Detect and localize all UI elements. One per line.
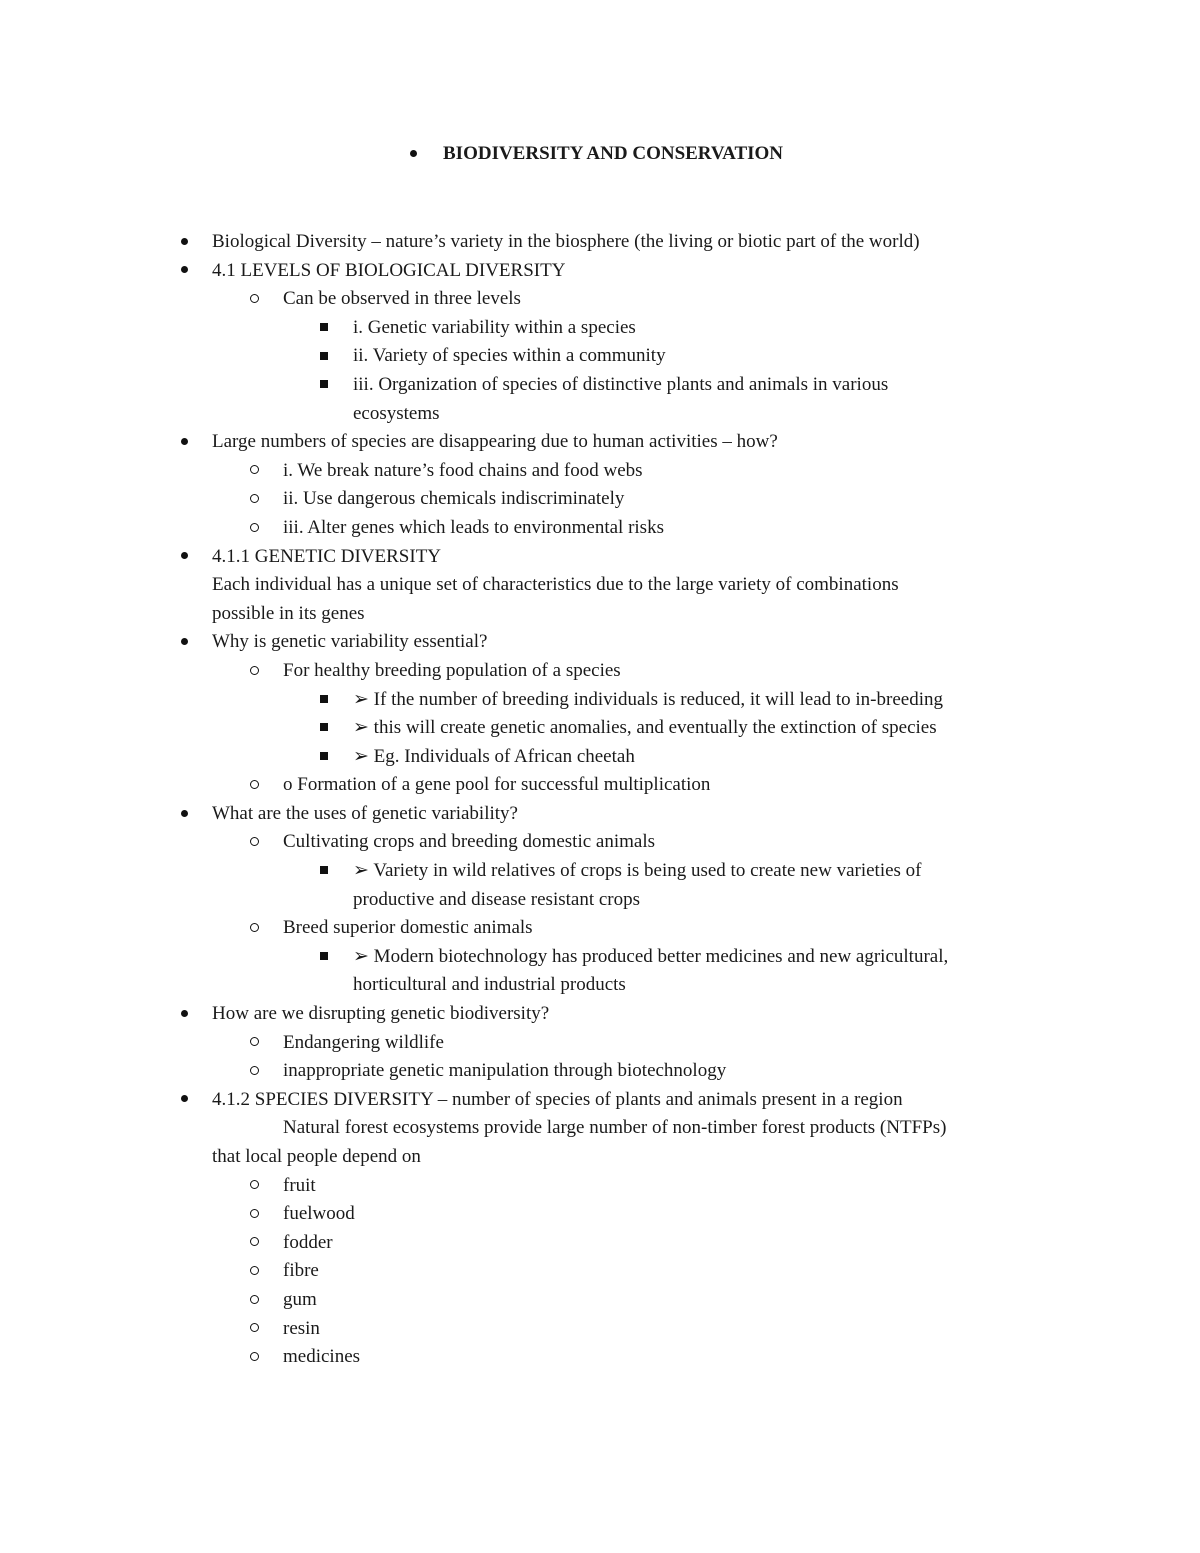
bullet-circle-icon <box>244 1286 264 1315</box>
bullet-dot-icon <box>174 257 194 286</box>
outline-line <box>0 257 1200 286</box>
bullet-dot-icon <box>174 428 194 457</box>
outline-line <box>0 886 1200 915</box>
outline-line <box>0 1315 1200 1344</box>
title-bullet-icon <box>410 142 434 166</box>
outline-text: ➢ If the number of breeding individuals is reduced, it will lead to in-breeding <box>353 688 943 710</box>
outline-line <box>0 657 1200 686</box>
bullet-circle-icon <box>244 657 264 686</box>
outline-line <box>0 571 1200 600</box>
outline-line <box>0 743 1200 772</box>
outline-line <box>0 686 1200 715</box>
outline-line <box>0 1286 1200 1315</box>
outline-text: ii. Variety of species within a community <box>353 345 666 367</box>
outline-text: Why is genetic variability essential? <box>212 631 488 653</box>
outline-line <box>0 600 1200 629</box>
outline-text: inappropriate genetic manipulation through biotechnology <box>283 1060 727 1082</box>
bullet-square-icon <box>314 342 334 371</box>
outline-line <box>0 371 1200 400</box>
outline-line <box>0 800 1200 829</box>
outline-text: medicines <box>283 1346 361 1368</box>
outline-text: ➢ Modern biotechnology has produced better medicines and new agricultural, <box>353 945 949 967</box>
outline-text: Large numbers of species are disappearing due to human activities – how? <box>212 431 778 453</box>
bullet-square-icon <box>314 943 334 972</box>
bullet-circle-icon <box>244 828 264 857</box>
outline-text: productive and disease resistant crops <box>353 888 641 910</box>
bullet-circle-icon <box>244 1172 264 1201</box>
outline-list <box>0 228 1200 1372</box>
outline-text: Biological Diversity – nature’s variety in the biosphere (the living or biotic part of the world) <box>212 231 920 252</box>
outline-line <box>0 428 1200 457</box>
outline-line <box>0 314 1200 343</box>
outline-text: o Formation of a gene pool for successful multiplication <box>283 774 711 796</box>
outline-text: What are the uses of genetic variability? <box>212 802 518 824</box>
bullet-circle-icon <box>244 1343 264 1372</box>
outline-text: iii. Alter genes which leads to environmental risks <box>283 516 664 538</box>
outline-line <box>0 971 1200 1000</box>
outline-text: ➢ this will create genetic anomalies, and eventually the extinction of species <box>353 717 937 739</box>
outline-line <box>0 1343 1200 1372</box>
outline-line <box>0 1114 1200 1143</box>
outline-line <box>0 771 1200 800</box>
bullet-square-icon <box>314 857 334 886</box>
outline-line <box>0 1057 1200 1086</box>
outline-text: ii. Use dangerous chemicals indiscriminately <box>283 488 625 510</box>
bullet-square-icon <box>314 714 334 743</box>
outline-text: ecosystems <box>353 402 440 424</box>
outline-line <box>0 628 1200 657</box>
outline-text: i. Genetic variability within a species <box>353 316 636 338</box>
outline-line <box>0 285 1200 314</box>
outline-text: Breed superior domestic animals <box>283 917 533 939</box>
outline-text: Each individual has a unique set of characteristics due to the large variety of combinations <box>212 574 899 596</box>
bullet-circle-icon <box>244 1200 264 1229</box>
bullet-dot-icon <box>174 228 194 257</box>
bullet-square-icon <box>314 743 334 772</box>
outline-text: Can be observed in three levels <box>283 288 521 310</box>
outline-text: Natural forest ecosystems provide large number of non-timber forest products (NTFPs) <box>283 1117 947 1139</box>
outline-line <box>0 543 1200 572</box>
bullet-dot-icon <box>174 1000 194 1029</box>
outline-text: possible in its genes <box>212 602 365 624</box>
bullet-square-icon <box>314 314 334 343</box>
bullet-circle-icon <box>244 1029 264 1058</box>
outline-text: i. We break nature’s food chains and food webs <box>283 459 643 481</box>
bullet-circle-icon <box>244 1315 264 1344</box>
title-text: BIODIVERSITY AND CONSERVATION <box>443 143 784 164</box>
outline-line <box>0 857 1200 886</box>
bullet-circle-icon <box>244 1229 264 1258</box>
bullet-circle-icon <box>244 1257 264 1286</box>
outline-text: horticultural and industrial products <box>353 974 626 996</box>
outline-text: fodder <box>283 1231 333 1253</box>
outline-line <box>0 1029 1200 1058</box>
outline-line <box>0 342 1200 371</box>
outline-text: 4.1 LEVELS OF BIOLOGICAL DIVERSITY <box>212 259 566 281</box>
bullet-circle-icon <box>244 1057 264 1086</box>
bullet-circle-icon <box>244 285 264 314</box>
bullet-dot-icon <box>174 628 194 657</box>
outline-line <box>0 400 1200 429</box>
outline-line <box>0 828 1200 857</box>
bullet-dot-icon <box>174 1086 194 1115</box>
outline-line <box>0 1229 1200 1258</box>
outline-text: For healthy breeding population of a species <box>283 659 621 681</box>
bullet-circle-icon <box>244 457 264 486</box>
bullet-circle-icon <box>244 771 264 800</box>
outline-line <box>0 1257 1200 1286</box>
outline-line <box>0 914 1200 943</box>
bullet-circle-icon <box>244 914 264 943</box>
bullet-square-icon <box>314 686 334 715</box>
outline-line <box>0 1086 1200 1115</box>
outline-line <box>0 1000 1200 1029</box>
outline-line <box>0 514 1200 543</box>
outline-line <box>0 1143 1200 1172</box>
outline-text: gum <box>283 1288 317 1310</box>
outline-text: fuelwood <box>283 1203 355 1225</box>
outline-text: 4.1.1 GENETIC DIVERSITY <box>212 545 442 567</box>
bullet-dot-icon <box>174 543 194 572</box>
outline-line <box>0 228 1200 257</box>
outline-line <box>0 1172 1200 1201</box>
outline-text: fruit <box>283 1174 316 1196</box>
outline-text: iii. Organization of species of distinctive plants and animals in various <box>353 373 889 395</box>
outline-line <box>0 457 1200 486</box>
outline-text: 4.1.2 SPECIES DIVERSITY – number of species of plants and animals present in a region <box>212 1088 903 1110</box>
bullet-dot-icon <box>174 800 194 829</box>
outline-text: ➢ Variety in wild relatives of crops is being used to create new varieties of <box>353 860 922 882</box>
outline-line <box>0 485 1200 514</box>
outline-text: fibre <box>283 1260 319 1282</box>
outline-line <box>0 1200 1200 1229</box>
outline-text: Cultivating crops and breeding domestic animals <box>283 831 656 853</box>
outline-line <box>0 943 1200 972</box>
bullet-circle-icon <box>244 514 264 543</box>
outline-line <box>0 714 1200 743</box>
bullet-square-icon <box>314 371 334 400</box>
bullet-circle-icon <box>244 485 264 514</box>
outline-text: that local people depend on <box>212 1146 421 1167</box>
outline-text: ➢ Eg. Individuals of African cheetah <box>353 745 635 767</box>
outline-text: Endangering wildlife <box>283 1031 444 1053</box>
outline-text: How are we disrupting genetic biodiversity? <box>212 1003 550 1025</box>
outline-text: resin <box>283 1317 320 1339</box>
